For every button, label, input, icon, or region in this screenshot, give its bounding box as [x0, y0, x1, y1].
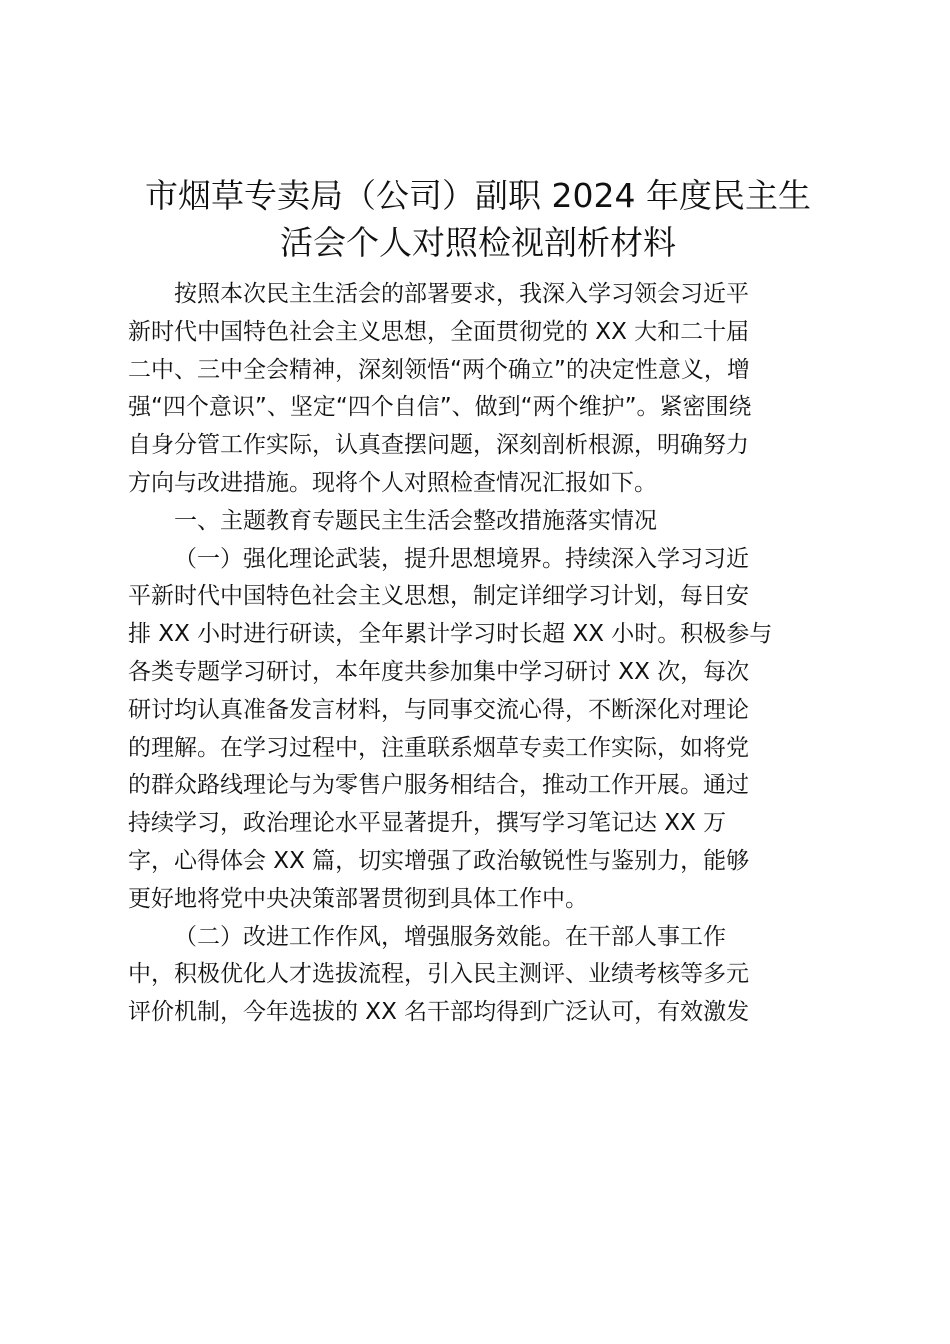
paragraph-2: [128, 919, 828, 1032]
paragraph-1: [128, 541, 828, 919]
paragraph-1-line-2: 平新时代中国特色社会主义思想，制定详细学习计划，每日安: [128, 583, 749, 610]
paragraph-1-line-3: 排 XX 小时进行研读，全年累计学习时长超 XX 小时。积极参与: [128, 621, 773, 648]
section-heading: [128, 503, 828, 541]
paragraph-1-line-8: 持续学习，政治理论水平显著提升，撰写学习笔记达 XX 万: [128, 810, 727, 837]
paragraph-1-line-9: 字，心得体会 XX 篇，切实增强了政治敏锐性与鉴别力，能够: [128, 847, 750, 874]
paragraph-1-line-1: （一）强化理论武装，提升思想境界。持续深入学习习近: [174, 545, 749, 572]
intro-line-5: 自身分管工作实际，认真查摆问题，深刻剖析根源，明确努力: [128, 432, 749, 459]
paragraph-2-line-1: （二）改进工作作风，增强服务效能。在干部人事工作: [174, 923, 726, 950]
document-title: [118, 172, 838, 266]
intro-line-1: 按照本次民主生活会的部署要求，我深入学习领会习近平: [174, 281, 749, 307]
paragraph-1-line-5: 研讨均认真准备发言材料，与同事交流心得，不断深化对理论: [128, 696, 749, 723]
intro-paragraph: [128, 276, 828, 503]
title-line-1: 市烟草专卖局（公司）副职 2024 年度民主生: [145, 176, 811, 215]
paragraph-1-line-6: 的理解。在学习过程中，注重联系烟草专卖工作实际，如将党: [128, 734, 749, 761]
paragraph-2-line-2: 中，积极优化人才选拔流程，引入民主测评、业绩考核等多元: [128, 961, 749, 988]
intro-line-2: 新时代中国特色社会主义思想，全面贯彻党的 XX 大和二十届: [128, 318, 750, 345]
paragraph-1-line-10: 更好地将党中央决策部署贯彻到具体工作中。: [128, 885, 588, 912]
paragraph-2-line-3: 评价机制，今年选拔的 XX 名干部均得到广泛认可，有效激发: [128, 999, 750, 1026]
paragraph-1-line-7: 的群众路线理论与为零售户服务相结合，推动工作开展。通过: [128, 772, 749, 799]
intro-line-4: 强“四个意识”、坚定“四个自信”、做到“两个维护”。紧密围绕: [128, 394, 752, 421]
intro-line-3: 二中、三中全会精神，深刻领悟“两个确立”的决定性意义，增: [128, 356, 750, 383]
intro-line-6: 方向与改进措施。现将个人对照检查情况汇报如下。: [128, 469, 657, 496]
document-body: [128, 276, 828, 1032]
paragraph-1-line-4: 各类专题学习研讨，本年度共参加集中学习研讨 XX 次，每次: [128, 658, 750, 685]
section-heading-text: 一、主题教育专题民主生活会整改措施落实情况: [174, 507, 657, 534]
title-line-2: 活会个人对照检视剖析材料: [280, 223, 676, 262]
